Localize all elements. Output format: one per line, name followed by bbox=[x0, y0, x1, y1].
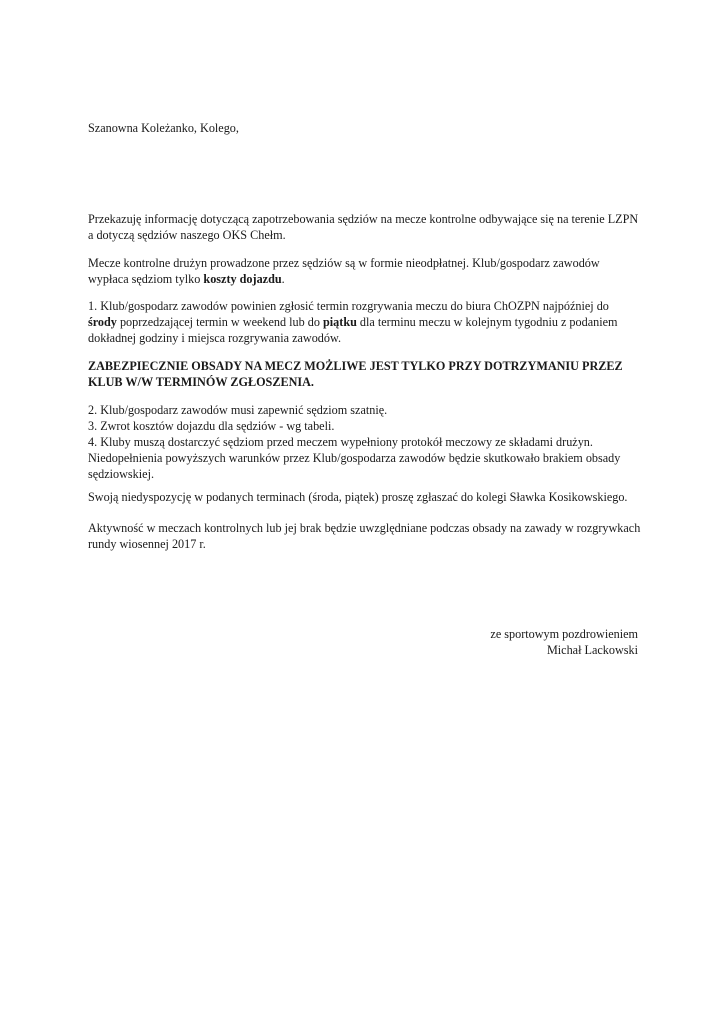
point-1-paragraph bbox=[88, 298, 648, 346]
activity-paragraph bbox=[88, 520, 648, 552]
salutation bbox=[88, 120, 648, 136]
point-1-line-2 bbox=[88, 314, 648, 330]
point-5-line-2: sędziowskiej. bbox=[88, 467, 155, 481]
signature-name: Michał Lackowski bbox=[546, 643, 638, 657]
free-line-2 bbox=[88, 271, 648, 287]
travel-costs-emphasis: koszty dojazdu bbox=[203, 272, 282, 286]
salutation-text: Szanowna Koleżanko, Kolego, bbox=[88, 121, 239, 135]
warning-line-1: ZABEZPIECZNIE OBSADY NA MECZ MOŻLIWE JEST TYLKO PRZY DOTRZYMANIU PRZEZ bbox=[88, 359, 623, 373]
warning-heading bbox=[88, 358, 648, 390]
free-line-1: Mecze kontrolne drużyn prowadzone przez sędziów są w formie nieodpłatnej. Klub/gospodarz zawodów bbox=[88, 256, 600, 270]
free-line-2-pre: wypłaca sędziom tylko bbox=[88, 272, 204, 286]
intro-line-2: a dotyczą sędziów naszego OKS Chełm. bbox=[88, 228, 286, 242]
free-line-2-post: . bbox=[281, 272, 285, 286]
point-1-line-2-mid: poprzedzającej termin w weekend lub do bbox=[116, 315, 323, 329]
availability-paragraph bbox=[88, 489, 648, 505]
point-3: 3. Zwrot kosztów dojazdu dla sędziów - wg tabeli. bbox=[88, 419, 335, 433]
signature-block bbox=[490, 626, 638, 658]
point-2: 2. Klub/gospodarz zawodów musi zapewnić sędziom szatnię. bbox=[88, 403, 388, 417]
activity-line-2: rundy wiosennej 2017 r. bbox=[88, 537, 206, 551]
intro-paragraph bbox=[88, 211, 648, 243]
free-of-charge-paragraph bbox=[88, 255, 648, 287]
friday-emphasis: piątku bbox=[323, 315, 357, 329]
warning-line-2: KLUB W/W TERMINÓW ZGŁOSZENIA. bbox=[88, 375, 314, 389]
signature-closing: ze sportowym pozdrowieniem bbox=[490, 627, 638, 641]
intro-line-1: Przekazuję informację dotyczącą zapotrzebowania sędziów na mecze kontrolne odbywające się na terenie LZPN bbox=[88, 212, 639, 226]
point-4: 4. Kluby muszą dostarczyć sędziom przed meczem wypełniony protokół meczowy ze składami drużyn. bbox=[88, 435, 593, 449]
point-1-line-1: 1. Klub/gospodarz zawodów powinien zgłosić termin rozgrywania meczu do biura ChOZPN najpóźniej do bbox=[88, 299, 609, 313]
availability-text: Swoją niedyspozycję w podanych terminach (środa, piątek) proszę zgłaszać do kolegi Sławka Kosikowskiego. bbox=[88, 490, 628, 504]
points-list bbox=[88, 402, 648, 482]
point-1-line-3: dokładnej godziny i miejsca rozgrywania zawodów. bbox=[88, 331, 342, 345]
point-1-line-2-post: dla terminu meczu w kolejnym tygodniu z podaniem bbox=[356, 315, 618, 329]
point-5-line-1: Niedopełnienia powyższych warunków przez Klub/gospodarza zawodów będzie skutkowało brakiem obsady bbox=[88, 451, 621, 465]
activity-line-1: Aktywność w meczach kontrolnych lub jej brak będzie uwzględniane podczas obsady na zawady w rozgrywkach bbox=[88, 521, 641, 535]
wednesday-emphasis: środy bbox=[88, 315, 117, 329]
